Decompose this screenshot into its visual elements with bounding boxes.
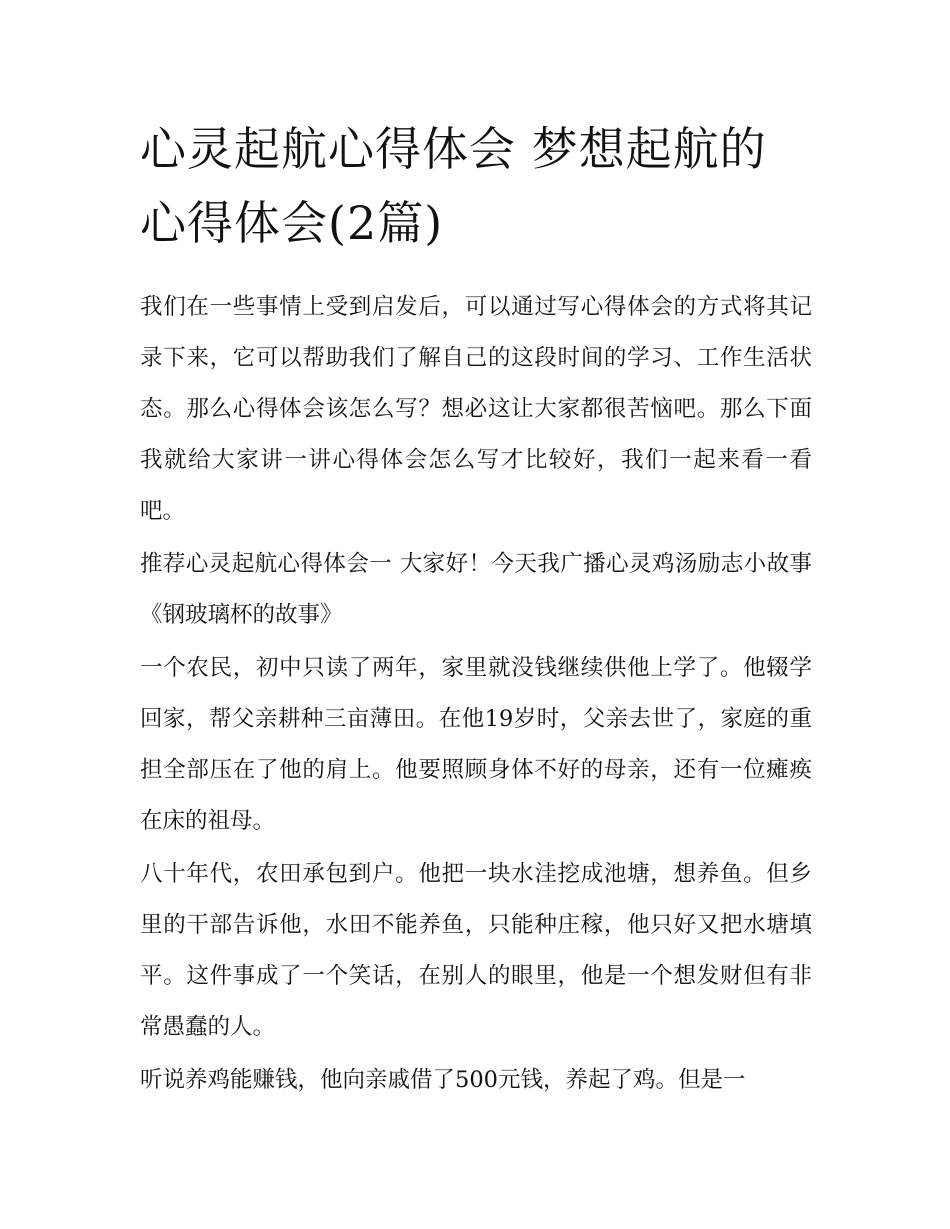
- paragraph-story-3: 听说养鸡能赚钱，他向亲戚借了500元钱，养起了鸡。但是一: [140, 1067, 746, 1093]
- paragraph-story-2: 八十年代，农田承包到户。他把一块水洼挖成池塘，想养鱼。但乡里的干部告诉他，水田不能养鱼，只能种庄稼，他只好又把水塘填平。这件事成了一个笑话，在别人的眼里，他是一个想发财但有非常愚蠢的人。: [140, 861, 812, 1040]
- paragraph-intro: 我们在一些事情上受到启发后，可以通过写心得体会的方式将其记录下来，它可以帮助我们了解自己的这段时间的学习、工作生活状态。那么心得体会该怎么写？想必这让大家都很苦恼吧。那么下面我就给大家讲一讲心得体会怎么写才比较好，我们一起来看一看吧。: [140, 294, 812, 524]
- paragraph-recommend: 推荐心灵起航心得体会一 大家好！今天我广播心灵鸡汤励志小故事《钢玻璃杯的故事》: [140, 551, 812, 628]
- document-title: 心灵起航心得体会 梦想起航的心得体会(2篇): [140, 122, 767, 250]
- document-page: [140, 112, 812, 1108]
- paragraph-story-1: 一个农民，初中只读了两年，家里就没钱继续供他上学了。他辍学回家，帮父亲耕种三亩薄田。在他19岁时，父亲去世了，家庭的重担全部压在了他的肩上。他要照顾身体不好的母亲，还有一位瘫痪在床的祖母。: [140, 655, 812, 834]
- document-body: [140, 282, 812, 1106]
